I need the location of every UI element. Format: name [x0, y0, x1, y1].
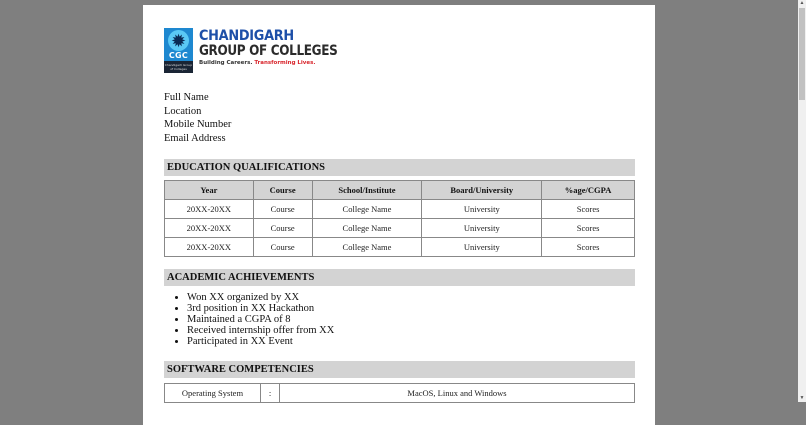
contact-block [164, 91, 231, 146]
table-row [165, 200, 635, 219]
table-cell: Scores [542, 200, 635, 219]
table-cell: Course [253, 219, 312, 238]
table-cell: College Name [312, 200, 422, 219]
list-item: • Won XX organized by XX [187, 292, 334, 303]
software-section-title: SOFTWARE COMPETENCIES [164, 361, 635, 378]
separator: : [261, 384, 280, 403]
software-table [164, 383, 635, 403]
table-cell: Scores [542, 219, 635, 238]
document-page [143, 5, 655, 425]
scrollbar-thumb[interactable] [799, 8, 805, 100]
table-cell: 20XX-20XX [165, 238, 254, 257]
achievements-section-title: ACADEMIC ACHIEVEMENTS [164, 269, 635, 286]
list-item: • 3rd position in XX Hackathon [187, 303, 334, 314]
education-header-row [165, 181, 635, 200]
full-name: Full Name [164, 92, 209, 103]
table-row [165, 219, 635, 238]
table-cell: 20XX-20XX [165, 219, 254, 238]
column-header: Board/University [422, 181, 542, 200]
tagline-part2: Transforming Lives. [254, 60, 316, 66]
education-section-title: EDUCATION QUALIFICATIONS [164, 159, 635, 176]
table-cell: University [422, 200, 542, 219]
mobile-number: Mobile Number [164, 119, 232, 131]
column-header: Course [253, 181, 312, 200]
column-header: %age/CGPA [542, 181, 635, 200]
scroll-down-arrow-icon[interactable]: ▼ [799, 396, 805, 401]
list-item: • Participated in XX Event [187, 336, 334, 347]
logo-badge-text: CGC [168, 51, 189, 60]
achievements-list [164, 292, 334, 347]
table-row [165, 384, 635, 403]
table-cell: Course [253, 238, 312, 257]
logo-line1: CHANDIGARH [199, 28, 294, 44]
table-cell: 20XX-20XX [165, 200, 254, 219]
email-address: Email Address [164, 133, 226, 145]
software-value: MacOS, Linux and Windows [280, 384, 635, 403]
logo-badge [164, 28, 193, 73]
table-cell: University [422, 219, 542, 238]
logo-line2: GROUP OF COLLEGES [199, 43, 338, 59]
vertical-scrollbar[interactable] [798, 0, 806, 402]
table-cell: Course [253, 200, 312, 219]
logo-badge-subtext: Chandigarh Group of Colleges [164, 63, 193, 71]
table-row [165, 238, 635, 257]
tagline-part1: Building Careers. [199, 60, 253, 66]
software-label: Operating System [165, 384, 261, 403]
education-table [164, 180, 635, 257]
table-cell: Scores [542, 238, 635, 257]
scroll-up-arrow-icon[interactable]: ▲ [799, 1, 805, 6]
gear-emblem-icon: ✹ [168, 30, 189, 51]
column-header: Year [165, 181, 254, 200]
location: Location [164, 105, 202, 117]
list-item: • Maintained a CGPA of 8 [187, 314, 334, 325]
college-logo [164, 28, 338, 73]
list-item: • Received internship offer from XX [187, 325, 334, 336]
table-cell: College Name [312, 238, 422, 257]
table-cell: College Name [312, 219, 422, 238]
logo-wordmark [199, 29, 360, 66]
logo-tagline [199, 60, 360, 66]
column-header: School/Institute [312, 181, 422, 200]
table-cell: University [422, 238, 542, 257]
